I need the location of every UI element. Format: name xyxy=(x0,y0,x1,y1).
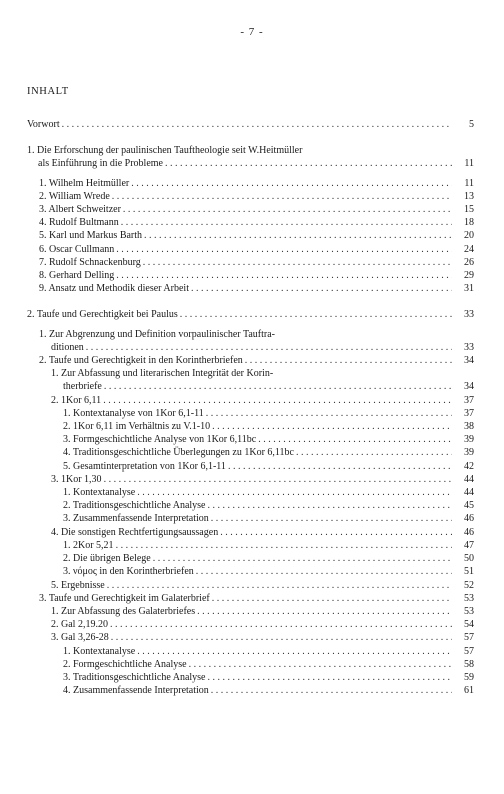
toc-entry-title: 2. Die übrigen Belege xyxy=(63,553,151,565)
toc-page-number: 15 xyxy=(464,204,474,216)
toc-entry xyxy=(27,203,474,216)
dot-leader xyxy=(137,645,452,658)
toc-entry-title: 4. Zusammenfassende Interpretation xyxy=(63,685,209,697)
dot-leader xyxy=(212,592,452,605)
page-number: - 7 - xyxy=(240,26,264,38)
dot-leader xyxy=(131,177,452,190)
toc-entry-title: ditionen xyxy=(51,341,84,353)
toc-entry xyxy=(27,420,474,433)
toc-page-number: 20 xyxy=(464,230,474,242)
toc-entry-title: 3. Traditionsgeschichtliche Analyse xyxy=(63,671,206,683)
dot-leader xyxy=(191,282,452,295)
toc-entry xyxy=(27,229,474,242)
toc-page-number: 29 xyxy=(464,270,474,282)
dot-leader xyxy=(104,380,452,393)
toc-entry xyxy=(27,618,474,631)
table-of-contents xyxy=(27,118,474,697)
toc-page-number: 44 xyxy=(464,487,474,499)
toc-entry xyxy=(27,394,474,407)
dot-leader xyxy=(165,157,452,170)
toc-entry xyxy=(27,367,474,393)
toc-entry-title: 8. Gerhard Delling xyxy=(39,270,115,282)
toc-page-number: 47 xyxy=(464,539,474,551)
toc-page-number: 53 xyxy=(464,605,474,617)
toc-entry-title: 3. Zusammenfassende Interpretation xyxy=(63,513,209,525)
toc-entry-title: 4. Traditionsgeschichtliche Überlegungen zu 1Kor 6,11bc xyxy=(63,447,294,459)
toc-entry-title: 6. Oscar Cullmann xyxy=(39,243,115,255)
dot-leader xyxy=(116,539,452,552)
toc-page-number: 57 xyxy=(464,645,474,657)
toc-entry-title: 7. Rudolf Schnackenburg xyxy=(39,256,141,268)
dot-leader xyxy=(189,658,452,671)
dot-leader xyxy=(144,229,452,242)
toc-heading: INHALT xyxy=(27,86,69,97)
toc-page-number: 18 xyxy=(464,217,474,229)
dot-leader xyxy=(180,308,452,321)
toc-entry-title: 5. Gesamtinterpretation von 1Kor 6,1-11 xyxy=(63,460,226,472)
toc-page-number: 11 xyxy=(464,177,474,189)
toc-entry-title: 4. Rudolf Bultmann xyxy=(39,217,119,229)
toc-page-number: 46 xyxy=(464,513,474,525)
toc-entry xyxy=(27,216,474,229)
toc-entry xyxy=(27,684,474,697)
dot-leader xyxy=(153,552,452,565)
dot-leader xyxy=(86,341,452,354)
toc-entry xyxy=(27,282,474,295)
toc-entry xyxy=(27,144,474,170)
toc-entry-title: 9. Ansatz und Methodik dieser Arbeit xyxy=(39,283,189,295)
dot-leader xyxy=(258,433,452,446)
toc-page-number: 24 xyxy=(464,243,474,255)
toc-entry xyxy=(27,539,474,552)
toc-entry-title: 5. Karl und Markus Barth xyxy=(39,230,143,242)
toc-page-number: 37 xyxy=(464,407,474,419)
toc-entry-title: 3. Gal 3,26-28 xyxy=(51,632,109,644)
dot-leader xyxy=(228,460,452,473)
dot-leader xyxy=(103,394,452,407)
toc-entry xyxy=(27,499,474,512)
toc-entry xyxy=(27,631,474,644)
toc-entry xyxy=(27,354,474,367)
toc-page-number: 39 xyxy=(464,434,474,446)
dot-leader xyxy=(220,526,452,539)
toc-page-number: 31 xyxy=(464,283,474,295)
toc-entry-title: 1. Wilhelm Heitmüller xyxy=(39,177,130,189)
toc-entry xyxy=(27,552,474,565)
dot-leader xyxy=(208,499,453,512)
toc-page-number: 11 xyxy=(464,158,474,170)
toc-entry-title: 3. 1Kor 1,30 xyxy=(51,473,102,485)
dot-leader xyxy=(110,618,452,631)
toc-entry xyxy=(27,243,474,256)
toc-page-number: 50 xyxy=(464,553,474,565)
toc-entry-title: 1. Zur Abfassung und literarischen Integrität der Korin- xyxy=(51,368,274,380)
toc-entry-title: therbriefe xyxy=(63,381,102,393)
toc-entry-title: 2. Formgeschichtliche Analyse xyxy=(63,658,187,670)
toc-entry xyxy=(27,433,474,446)
toc-entry-title: 3. Taufe und Gerechtigkeit im Galaterbrief xyxy=(39,592,210,604)
toc-page-number: 58 xyxy=(464,658,474,670)
toc-page-number: 57 xyxy=(464,632,474,644)
dot-leader xyxy=(121,216,452,229)
toc-entry xyxy=(27,565,474,578)
toc-page-number: 52 xyxy=(464,579,474,591)
toc-entry-title: 2. 1Kor 6,11 xyxy=(51,394,102,406)
toc-entry xyxy=(27,605,474,618)
toc-entry-title: 1. Zur Abgrenzung und Definition vorpaulinischer Tauftra- xyxy=(39,328,275,340)
toc-page-number: 44 xyxy=(464,473,474,485)
toc-entry-title: 1. Kontextanalyse von 1Kor 6,1-11 xyxy=(63,407,204,419)
toc-entry xyxy=(27,177,474,190)
dot-leader xyxy=(62,118,452,131)
toc-entry-title: 2. 1Kor 6,11 im Verhältnis zu V.1-10 xyxy=(63,421,211,433)
toc-entry xyxy=(27,486,474,499)
toc-entry-title: 4. Die sonstigen Rechtfertigungsaussagen xyxy=(51,526,219,538)
dot-leader xyxy=(211,512,452,525)
toc-page-number: 34 xyxy=(464,355,474,367)
dot-leader xyxy=(137,486,452,499)
toc-entry-title: 2. Taufe und Gerechtigkeit in den Korintherbriefen xyxy=(39,355,243,367)
toc-entry xyxy=(27,190,474,203)
dot-leader xyxy=(107,579,452,592)
toc-entry-title: 3. νόμος in den Korintherbriefen xyxy=(63,566,194,578)
toc-entry xyxy=(27,579,474,592)
toc-entry xyxy=(27,308,474,321)
toc-entry xyxy=(27,328,474,354)
dot-leader xyxy=(296,446,452,459)
toc-entry-title: 3. Albert Schweitzer xyxy=(39,204,121,216)
toc-page-number: 5 xyxy=(469,119,474,130)
toc-entry-title: 2. Gal 2,19.20 xyxy=(51,619,108,631)
toc-entry-title: als Einführung in die Probleme xyxy=(38,158,163,170)
toc-entry-title: 2. William Wrede xyxy=(39,190,110,202)
toc-entry-title: 1. 2Kor 5,21 xyxy=(63,539,114,551)
dot-leader xyxy=(116,269,452,282)
toc-entry-title: 3. Formgeschichtliche Analyse von 1Kor 6,11bc xyxy=(63,434,257,446)
dot-leader xyxy=(197,605,452,618)
toc-entry-title: 2. Traditionsgeschichtliche Analyse xyxy=(63,500,206,512)
dot-leader xyxy=(116,243,452,256)
toc-entry xyxy=(27,526,474,539)
toc-entry xyxy=(27,473,474,486)
dot-leader xyxy=(104,473,452,486)
toc-entry-title: 2. Taufe und Gerechtigkeit bei Paulus xyxy=(27,309,178,321)
toc-page-number: 45 xyxy=(464,500,474,512)
dot-leader xyxy=(112,190,452,203)
toc-entry-title: 1. Die Erforschung der paulinischen Tauftheologie seit W.Heitmüller xyxy=(27,145,303,157)
dot-leader xyxy=(206,407,452,420)
toc-page-number: 46 xyxy=(464,526,474,538)
dot-leader xyxy=(143,256,452,269)
toc-page-number: 61 xyxy=(464,685,474,697)
toc-page-number: 54 xyxy=(464,619,474,631)
toc-page-number: 26 xyxy=(464,256,474,268)
toc-entry xyxy=(27,446,474,459)
toc-page-number: 34 xyxy=(464,381,474,393)
toc-page-number: 53 xyxy=(464,592,474,604)
toc-entry xyxy=(27,407,474,420)
toc-page-number: 59 xyxy=(464,671,474,683)
toc-page-number: 38 xyxy=(464,421,474,433)
toc-page-number: 13 xyxy=(464,190,474,202)
dot-leader xyxy=(212,420,452,433)
toc-entry xyxy=(27,118,474,131)
dot-leader xyxy=(123,203,452,216)
toc-entry xyxy=(27,460,474,473)
toc-entry xyxy=(27,671,474,684)
toc-entry-title: 5. Ergebnisse xyxy=(51,579,105,591)
toc-page-number: 33 xyxy=(464,309,474,321)
dot-leader xyxy=(196,565,452,578)
toc-entry xyxy=(27,256,474,269)
toc-entry xyxy=(27,269,474,282)
toc-entry-title: 1. Zur Abfassung des Galaterbriefes xyxy=(51,605,196,617)
toc-page-number: 37 xyxy=(464,394,474,406)
dot-leader xyxy=(208,671,453,684)
toc-page-number: 42 xyxy=(464,460,474,472)
toc-entry xyxy=(27,658,474,671)
toc-entry xyxy=(27,645,474,658)
toc-entry xyxy=(27,512,474,525)
dot-leader xyxy=(245,354,452,367)
toc-page-number: 39 xyxy=(464,447,474,459)
toc-page-number: 51 xyxy=(464,566,474,578)
toc-entry xyxy=(27,592,474,605)
dot-leader xyxy=(211,684,452,697)
toc-entry-title: Vorwort xyxy=(27,119,60,130)
toc-page-number: 33 xyxy=(464,341,474,353)
dot-leader xyxy=(111,631,452,644)
toc-entry-title: 1. Kontextanalyse xyxy=(63,487,136,499)
toc-entry-title: 1. Kontextanalyse xyxy=(63,645,136,657)
